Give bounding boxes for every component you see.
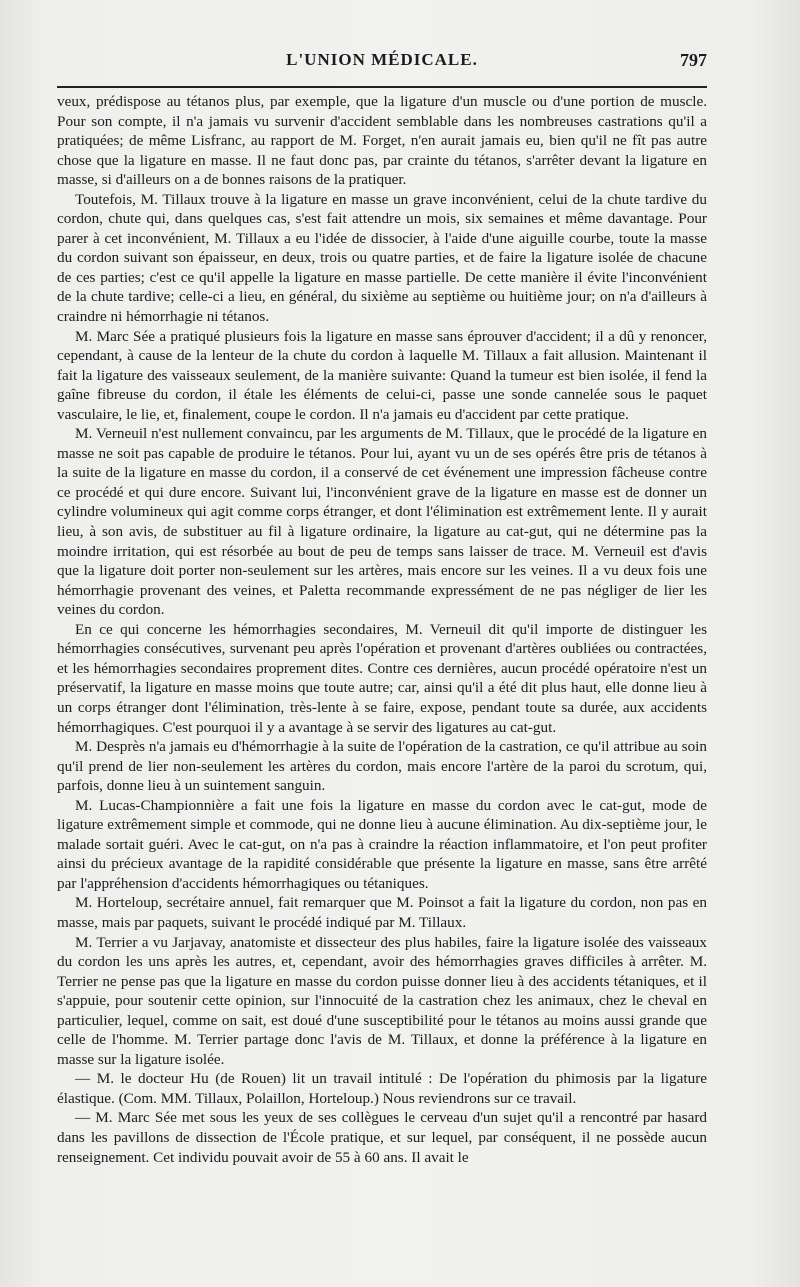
- paragraph-hu-phimosis: — M. le docteur Hu (de Rouen) lit un travail intitulé : De l'opération du phimosis par la ligature élastique. (Com. MM. Tillaux, Polaillon, Horteloup.) Nous reviendrons sur ce travail.: [57, 1070, 707, 1107]
- paragraph-horteloup: M. Horteloup, secrétaire annuel, fait remarquer que M. Poinsot a fait la ligature du cordon, non pas en masse, mais par paquets, suivant le procédé indiqué par M. Tillaux.: [57, 894, 707, 931]
- paragraph-cerveau: — M. Marc Sée met sous les yeux de ses collègues le cerveau d'un sujet qu'il a rencontré par hasard dans les pavillons de dissection de l'École pratique, et sur lequel, par conséquent, il ne possède aucun renseignement. Cet individu pouvait avoir de 55 à 60 ans. Il avait le: [57, 1109, 707, 1166]
- paragraph-marc-see: M. Marc Sée a pratiqué plusieurs fois la ligature en masse sans éprouver d'accident; il a dû y renoncer, cependant, à cause de la lenteur de la chute du cordon à laquelle M. Tillaux a fait allusion. Maintenant il fait la ligature des vaisseaux seulement, de la manière suivante: Quand la tumeur est bien isolée, il fend la gaîne fibreuse du cordon, il étale les éléments de celui-ci, passe une sonde cannelée sous le paquet vasculaire, le lie, et, finalement, coupe le cordon. Il n'a jamais eu d'accident par cette pratique.: [57, 327, 707, 423]
- paragraph-terrier: M. Terrier a vu Jarjavay, anatomiste et dissecteur des plus habiles, faire la ligature isolée des vaisseaux du cordon les uns après les autres, et, cependant, avoir des hémorrhagies graves difficiles à arrêter. M. Terrier ne pense pas que la ligature en masse du cordon puisse donner lieu à des accidents tétaniques, et il s'appuie, pour soutenir cette opinion, sur l'innocuité de la castration chez les animaux, chez le cheval en particulier, lequel, comme on sait, est doué d'une susceptibilité pour le tétanos au moins aussi grande que celle de l'homme. M. Terrier partage donc l'avis de M. Tillaux, et donne la préférence à la ligature en masse sur la ligature isolée.: [57, 933, 707, 1068]
- paragraph-verneuil: M. Verneuil n'est nullement convaincu, par les arguments de M. Tillaux, que le procédé de la ligature en masse ne soit pas capable de produire le tétanos. Pour lui, ayant vu un de ses opérés être pris de tétanos à la suite de la ligature en masse du cordon, il a conservé de cet événement une impression fâcheuse contre ce procédé et qui dure encore. Suivant lui, l'inconvénient grave de la ligature en masse est de donner un cylindre volumineux qui agit comme corps étranger, et dont l'élimination est extrêmement lente. Il y aurait lieu, à son avis, de substituer au fil à ligature ordinaire, la ligature au cat-gut, qui ne détermine pas la moindre irritation, qui est résorbée au bout de peu de temps sans laisser de trace. M. Verneuil est d'avis que la ligature doit porter non-seulement sur les artères, mais encore sur les veines. Il a vu deux fois une hémorrhagie provenant des veines, et Paletta recommande expressément de ne pas négliger de lier les veines du cordon.: [57, 425, 707, 619]
- header-rule: [57, 86, 707, 88]
- page-number: 797: [680, 50, 707, 70]
- page-header: [57, 50, 707, 80]
- paragraph-hemorrhagies: En ce qui concerne les hémorrhagies secondaires, M. Verneuil dit qu'il importe de distinguer les hémorrhagies consécutives, survenant peu après l'opération et provenant d'artères oubliées ou contractées, et les hémorrhagies secondaires proprement dites. Contre ces dernières, aucun procédé opératoire n'est un préservatif, la ligature en masse moins que toute autre; car, ainsi qu'il a été dit plus haut, elle donne lieu à un corps étranger dont l'élimination, très-lente à se faire, expose, pendant toute sa durée, aux accidents hémorrhagiques. C'est pourquoi il y a avantage à se servir des ligatures au cat-gut.: [57, 620, 707, 736]
- running-title: L'UNION MÉDICALE.: [286, 50, 478, 69]
- paragraph-tillaux: Toutefois, M. Tillaux trouve à la ligature en masse un grave inconvénient, celui de la chute tardive du cordon, chute qui, dans quelques cas, s'est fait attendre un mois, six semaines et même davantage. Pour parer à cet inconvénient, M. Tillaux a eu l'idée de dissocier, à l'aide d'une aiguille courbe, toute la masse du cordon suivant son épaisseur, en deux, trois ou quatre parties, et de faire la ligature isolée de chacune de ces parties; c'est ce qu'il appelle la ligature en masse partielle. De cette manière il évite l'inconvénient de la chute tardive; celle-ci a lieu, en général, du sixième au septième ou huitième jour; on n'a d'ailleurs à craindre ni hémorrhagie ni tétanos.: [57, 190, 707, 326]
- paragraph-despres: M. Desprès n'a jamais eu d'hémorrhagie à la suite de l'opération de la castration, ce qu'il attribue au soin qu'il prend de lier non-seulement les artères du cordon, mais encore l'artère de la paroi du scrotum, qui, parfois, donne lieu à un suintement sanguin.: [57, 738, 707, 795]
- paragraph-lucas-championniere: M. Lucas-Championnière a fait une fois la ligature en masse du cordon avec le cat-gut, mode de ligature extrêmement simple et commode, qui ne donne lieu à aucune élimination. Au dix-septième jour, le malade sortait guéri. Avec le cat-gut, on n'a pas à craindre la réaction inflammatoire, et l'on peut profiter ainsi du précieux avantage de la rapidité considérable que présente la ligature en masse, sans être arrêté par l'appréhension d'accidents hémorrhagiques ou tétaniques.: [57, 796, 707, 892]
- paragraph-continuation: veux, prédispose au tétanos plus, par exemple, que la ligature d'un muscle ou d'une portion de muscle. Pour son compte, il n'a jamais vu survenir d'accident semblable dans les nombreuses castrations qu'il a pratiquées; de même Lisfranc, au rapport de M. Forget, n'en aurait jamais eu, bien qu'il ne fît pas autre chose que la ligature en masse. Il ne faut donc pas, par crainte du tétanos, s'arrêter devant la ligature en masse, si d'ailleurs on a de bonnes raisons de la pratiquer.: [57, 93, 707, 189]
- article-body: [57, 92, 707, 1167]
